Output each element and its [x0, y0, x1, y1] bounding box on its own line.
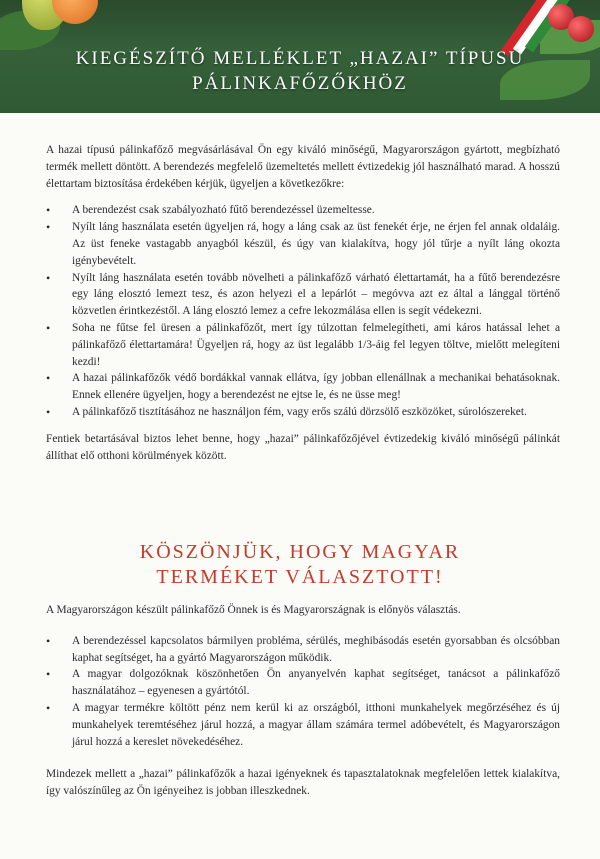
list-item: • A magyar dolgozóknak köszönhetően Ön anyanyelvén kaphat segítséget, tanácsot a pálinkafőző használatához – egyenesen a gyártótól. [46, 666, 560, 700]
thanks-line-1: KÖSZÖNJÜK, HOGY MAGYAR [139, 541, 461, 563]
title-line-2: PÁLINKAFŐZŐKHÖZ [192, 73, 408, 94]
benefits-list [46, 633, 560, 751]
cherry-icon [568, 16, 594, 42]
thanks-line-2: TERMÉKET VÁLASZTOTT! [156, 566, 444, 588]
list-item: • A magyar termékre költött pénz nem kerül ki az országból, itthoni munkahelyek megőrzéséhez és új munkahelyek teremtéséhez járul hozzá, a magyar állam számára termel adóbevételt, és Magyarországon járul hozzá a kereslet növekedéséhez. [46, 700, 560, 750]
list-item: • A berendezést csak szabályozható fűtő berendezéssel üzemeltesse. [46, 202, 560, 219]
section-hungarian-benefits [46, 602, 560, 800]
title-line-1: KIEGÉSZÍTŐ MELLÉKLET „HAZAI” TÍPUSÚ [75, 48, 525, 69]
list-item: • Nyílt láng használata esetén tovább növelheti a pálinkafőző várható élettartamát, ha a fűtő berendezésre egy láng elosztó lemezt tesz, és azon helyezi el a lepárlót – megóvva azt ez által a lánggal történő közvetlen érintkezéstől. A láng elosztó lemez a cefre lekozmálása ellen is segít védekezni. [46, 270, 560, 320]
page-title [0, 46, 600, 96]
thanks-heading [0, 540, 600, 590]
outro-paragraph: Fentiek betartásával biztos lehet benne, hogy „hazai” pálinkafőzőjével évtizedekig kiváló minőségű pálinkát állíthat elő otthoni körülmények között. [46, 432, 560, 462]
list-item: • Nyílt láng használata esetén ügyeljen rá, hogy a láng csak az üst fenekét érje, ne érjen fel annak oldaláig. Az üst feneke vastagabb anyagból készül, és úgy van kialakítva, hogy jól tűrje a nyílt láng okozta igénybevételt. [46, 219, 560, 269]
intro2-paragraph: A Magyarországon készült pálinkafőző Önnek is és Magyarországnak is előnyös választás. [46, 604, 461, 616]
section-care-instructions [46, 142, 560, 464]
list-item: • Soha ne fűtse fel üresen a pálinkafőzőt, mert így túlzottan felmelegítheti, ami káros hatással lehet a pálinkafőző élettartamára! Ügyeljen rá, hogy az üst legalább 1/3-áig fel legyen töltve, mielőtt melegíteni kezdi! [46, 320, 560, 370]
list-item: • A hazai pálinkafőzők védő bordákkal vannak ellátva, így jobban ellenállnak a mechanikai behatásoknak. Ennek ellenére ügyeljen, hogy a berendezést ne ejtse le, és ne üsse meg! [46, 370, 560, 404]
list-item: • A berendezéssel kapcsolatos bármilyen probléma, sérülés, meghibásodás esetén gyorsabban és olcsóbban kaphat segítséget, ha a gyártó Magyarországon működik. [46, 633, 560, 667]
outro2-paragraph: Mindezek mellett a „hazai” pálinkafőzők a hazai igényeknek és tapasztalatoknak megfelelően lettek kialakítva, így valószínűleg az Ön igényeihez is jobban illeszkednek. [46, 768, 560, 798]
intro-paragraph: A hazai típusú pálinkafőző megvásárlásával Ön egy kiváló minőségű, Magyarországon gyártott, megbízható termék mellett döntött. A berendezés megfelelő üzemeltetés mellett évtizedekig jól használható marad. A hosszú élettartam biztosítása érdekében kérjük, ügyeljen a következőkre: [46, 144, 560, 190]
header-banner [0, 0, 600, 113]
list-item: • A pálinkafőző tisztításához ne használjon fém, vagy erős szálú dörzsölő eszközöket, súrolószereket. [46, 404, 560, 421]
care-list [46, 202, 560, 420]
